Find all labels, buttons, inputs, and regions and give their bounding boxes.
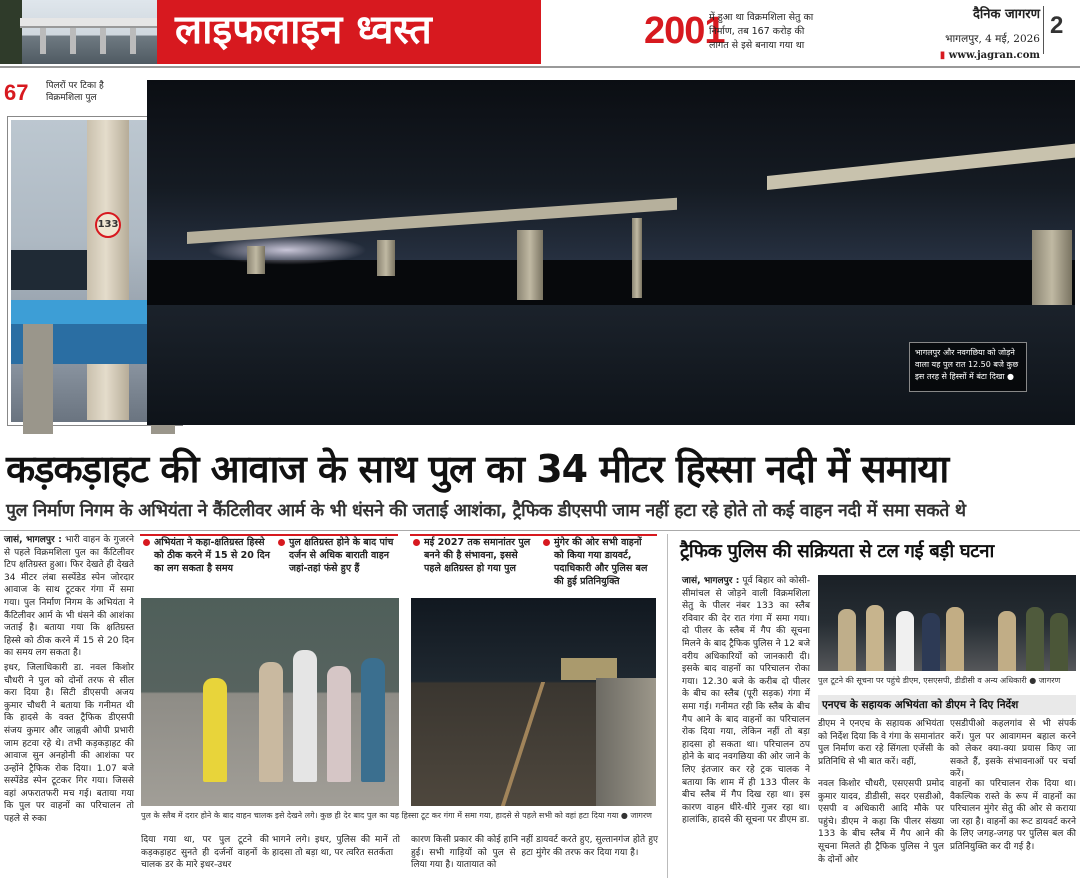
- sub-headline: पुल निर्माण निगम के अभियंता ने कैंटिलीवर आर्म के भी धंसने की जताई आशंका, ट्रैफिक डीएसपी जाम नहीं हटा रहे होते तो कई वाहन नदी में समा सकते थे: [6, 501, 966, 521]
- year-stat-note: में हुआ था विक्रमशिला सेतु का निर्माण, तब 167 करोड़ की लागत से इसे बनाया गया था: [709, 12, 814, 51]
- key-point: पुल क्षतिग्रस्त होने के बाद पांच दर्जन से अधिक बाराती वाहन जहां-तहां फंसे हुए हैं: [275, 534, 400, 590]
- article-column: कारण किसी प्रकार की कोई हानि नहीं हुई। सभी गाड़ियों को पुल से हटा लिया गया है। यातायात को: [411, 835, 533, 871]
- broken-deck-photo: [411, 598, 656, 806]
- sub-section-heading: एनएच के सहायक अभियंता को डीएम ने दिए निर्देश: [818, 695, 1076, 715]
- article-column: [4, 534, 134, 878]
- article-paragraph: पूर्व बिहार को कोसी-सीमांचल से जोड़ने वाली विक्रमशिला सेतु के पीलर नंबर 133 का स्लैब रविवार की देर रात गंगा में समा गया। दो पीलर के स्लैब में गैप की सूचना मिलने के बाद ट्रैफिक पुलिस ने 12 बजे वरीय अधिकारियों को जानकारी दी। इसके बाद वाहनों का परिचालन रोका गया। 12.30 बजे के करीब दो पीलर के बीच का स्लैब (पूरी सड़क) गंगा में समा गई। गनीमत रही कि स्लैब के बीच गैप आने के बाद वाहनों का परिचालन रोक दिया गया, लेकिन नहीं तो बड़ा हादसा हो सकता था। परिचालन ठप होने के बाद नवगछिया की ओर जाने के लिए इंतजार कर रहे ट्रक चालक ने बताया कि शाम में ही 133 पीलर के बीच स्लैब में गैप दिख रहा था। इस कारण वाहन धीरे-धीरे गुजर रहा था। हालांकि, हादसे की सूचना पर डीएम डा.: [682, 576, 810, 826]
- key-point: मुंगेर की ओर सभी वाहनों को किया गया डायवर्ट, पदाधिकारी और पुलिस बल की हुई प्रतिनियुक्ति: [540, 534, 657, 590]
- pillar-number-badge: 133: [95, 212, 121, 238]
- pillar-count: 67: [4, 80, 29, 105]
- section-title-banner: [157, 0, 541, 64]
- article-column: नवल किशोर चौधरी, एसएसपी प्रमोद कुमार यादव, डीडीसी, सदर एसडीओ, एसपी व अधिकारी आदि मौके पर पहुंचे। डीएम ने कहा कि पीलर संख्या 133 के बीच स्लैब में गैप आने की सूचना मिलते ही ट्रैफिक पुलिस ने पुल के दोनों ओर: [818, 779, 944, 865]
- page-headline: कड़कड़ाहट की आवाज के साथ पुल का 34 मीटर हिस्सा नदी में समाया: [6, 447, 949, 491]
- photo-caption: भागलपुर और नवगछिया को जोड़ने वाला यह पुल रात 12.50 बजे कुछ इस तरह से हिस्सों में बंटा दिखा ●: [909, 342, 1027, 392]
- dateline: भागलपुर, 4 मई, 2026: [945, 33, 1040, 45]
- article-paragraph: इधर, जिलाधिकारी डा. नवल किशोर चौधरी ने पुल को दोनों तरफ से सील करा दिया है। सिटी डीएसपी अजय कुमार चौधरी ने बताया कि गनीमत थी कि हादसे के वक्त ट्रैफिक डीएसपी संजय कुमार और जाह्नवी ओपी प्रभारी जाम हटवा रहे थे। तभी कड़कड़ाहट की आवाज सुन अनहोनी की आशंका पर उन्होंने ट्रैफिक रोक दिया। 1.07 बजे सस्पेंडेड स्पेन टूटकर गिर गया। जिससे वहां अफरातफरी मच गई। बताया गया कि पुल पर वाहनों का परिचालन तो पहले से रुका: [4, 662, 134, 825]
- publication-info: [937, 4, 1040, 61]
- key-point: मई 2027 तक समानांतर पुल बनने की है संभावना, इससे पहले क्षतिग्रस्त हो गया पुल: [410, 534, 540, 590]
- officials-photo: [818, 575, 1076, 671]
- article-dateline: जासं, भागलपुर :: [4, 535, 62, 545]
- divider: [0, 530, 1080, 531]
- photo-caption: पुल टूटने की सूचना पर पहुंचे डीएम, एसएसपी, डीडीसी व अन्य अधिकारी ● जागरण: [818, 676, 1061, 685]
- article-column: डायवर्ट करते हुए, सुल्तानगंज होते हुए मुंगेर की तरफ कर दिया गया है।: [536, 835, 658, 858]
- article-paragraph: भारी वाहन के गुजरने से पहले विक्रमशिला पुल का कैंटिलीवर टिप क्षतिग्रस्त हुआ। फिर देखते ही देखते 34 मीटर लंबा सस्पेंडेड स्पेन जोरदार आवाज के साथ टूटकर गंगा में समा गया। पुल निर्माण निगम के अभियंता ने कैंटिलीवर आर्म के भी धंसने की आशंका जताई है। बताया गया कि क्षतिग्रस्त हिस्से को ठीक करने में 15 से 20 दिन का समय लग सकता है।: [4, 535, 134, 659]
- section-title: लाइफलाइन ध्वस्त: [175, 7, 432, 53]
- article-column: दिया गया था, पर पुल टूटने की कड़कड़ाहट सुनते ही दर्जनों वाहनों के चालक डर के मारे इधर-उधर: [141, 835, 269, 871]
- publication-name: दैनिक जागरण: [972, 7, 1040, 22]
- article-column: [682, 575, 810, 878]
- article-column: भागने लगे। इधर, पुलिस की मानें तो हादसा तो बड़ा था, पर त्वरित सतर्कता: [272, 835, 400, 858]
- key-point: अभियंता ने कहा-क्षतिग्रस्त हिस्से को ठीक करने में 15 से 20 दिन का लग सकता है समय: [140, 534, 275, 590]
- divider: [1043, 6, 1044, 54]
- pillar-count-caption: पिलरों पर टिका है विक्रमशिला पुल: [46, 81, 104, 103]
- divider: [667, 534, 668, 878]
- key-points: [140, 534, 657, 594]
- article-column: एसडीपीओ कहलगांव से भी संपर्क करें। पुल पर आवागमन बहाल करने को लेकर क्या-क्या प्रयास किए जा सकते हैं, इसके संभावनाओं पर चर्चा करें।: [950, 719, 1076, 780]
- header-bridge-thumbnail: [0, 0, 157, 64]
- page-number: 2: [1050, 12, 1064, 39]
- bridge-collapse-photo: [147, 80, 1075, 425]
- section-headline: ट्रैफिक पुलिस की सक्रियता से टल गई बड़ी घटना: [680, 541, 994, 562]
- year-stat: 2001: [644, 10, 725, 52]
- website-link[interactable]: ▮ www.jagran.com: [939, 50, 1040, 61]
- article-column: वाहनों का परिचालन रोक दिया था। वैकल्पिक रास्ते के रूप में वाहनों का परिचालन मुंगेर सेतु की ओर से कराया जा रहा है। वाहनों का रूट डायवर्ट करने के लिए जगह-जगह पर पुलिस बल की प्रतिनियुक्ति कर दी गई है।: [950, 779, 1076, 852]
- divider: [0, 66, 1080, 68]
- article-dateline: जासं, भागलपुर :: [682, 576, 740, 586]
- article-column: डीएम ने एनएच के सहायक अभियंता को निर्देश दिया कि वे गंगा के समानांतर पुल निर्माण करा रहे सिंगला एजेंसी के प्रतिनिधि से भी बात करें। वहीं,: [818, 719, 944, 767]
- crowd-photo: [141, 598, 399, 806]
- photo-caption: पुल के स्लैब में दरार होने के बाद वाहन चालक इसे देखने लगे। कुछ ही देर बाद पुल का यह हिस्सा टूट कर गंगा में समा गया, हादसे से पहले सभी को वहां हटा दिया गया ● जागरण: [141, 811, 652, 820]
